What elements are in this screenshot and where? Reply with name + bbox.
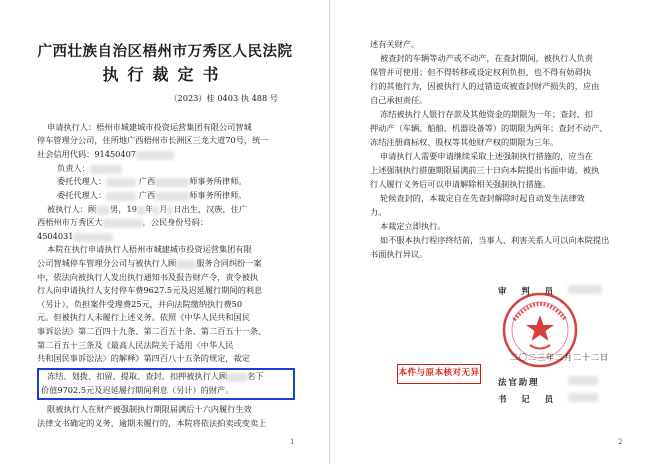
right-line-12: 轮候查封的，本裁定自在先查封解除时起自动发生法律效 <box>380 193 585 203</box>
clerk-name-redacted <box>568 393 598 402</box>
ruling-line-1: 冻结、划拨、扣留、提取、查封、扣押被执行人顾 名下 <box>47 371 264 381</box>
principal-line: 负责人： <box>57 162 122 176</box>
right-line-4: 行的其他行为，因被执行人的过错造成被查封财产损失的，应由 <box>370 81 600 91</box>
right-line-3: 保管并可使用；但不得转移或设定权利负担，也不得有妨碍执 <box>370 67 592 77</box>
agent-line-2: 委托代理人： 广西 师事务所律师。 <box>57 190 247 200</box>
body-line-4: 行人向申请执行人支付停车费9627.5元及迟延履行期间的利息 <box>37 285 263 295</box>
right-line-11: 行人履行义务后可以申请解除相关强制执行措施。 <box>370 179 551 189</box>
body-line-2: 公司智城停车管理分公司与被执行人顾 服务合同纠纷一案 <box>37 258 262 268</box>
court-name: 广西壮族自治区梧州市万秀区人民法院 <box>37 43 293 60</box>
body-line-1: 本院在执行申请执行人梧州市城建城市投资运营集团有限 <box>47 244 252 254</box>
clerk-assistant-name-redacted <box>568 376 598 385</box>
body-line-6: 元。但被执行人未履行上述义务。依照《中华人民共和国民 <box>37 312 250 322</box>
clerk-assistant-label: 法官助理 <box>498 377 540 387</box>
right-line-2: 被查封的车辆等动产或不动产，在查封期间，被执行人负责 <box>380 53 593 63</box>
right-line-9: 申请执行人需要申请继续采取上述强制执行措施的，应当在 <box>380 151 593 161</box>
body-line-8: 第二百五十三条及《最高人民法院关于适用〈中华人民 <box>37 340 234 350</box>
ruling-line-2: 价值9702.5元及迟延履行期间利息（另计）的财产。 <box>41 385 234 395</box>
body-line-5: （另计），负担案件受理费25元，并向法院缴纳执行费50 <box>37 299 243 309</box>
respondent-line-2: 西梧州市万秀区大 ，公民身份号码： <box>37 217 209 227</box>
page-number-2: 2 <box>618 438 623 446</box>
applicant-line-3: 社会信用代码：91450407 <box>37 148 174 162</box>
right-line-16: 书面执行异议。 <box>370 249 428 259</box>
body-line-3: 中，依法向被执行人发出执行通知书及报告财产令，责令被执 <box>37 272 259 282</box>
after-line-2: 法律文书确定的义务，逾期未履行的，本院将依法拍卖或变卖上 <box>37 418 267 428</box>
clerk-label: 书 记 员 <box>498 394 559 404</box>
body-line-9: 共和国民事诉讼法〉的解释》第四百八十五条的规定，裁定 <box>37 353 250 363</box>
applicant-line-1: 申请执行人：梧州市城建城市投资运营集团有限公司智城 <box>47 122 252 132</box>
respondent-line-1: 被执行人：顾 男，19 年 月 日出生，汉族，住广 <box>47 204 248 214</box>
body-line-7: 事诉讼法》第二百四十九条、第二百五十条、第二百五十一条、 <box>37 326 267 336</box>
right-line-14: 本裁定立即执行。 <box>380 221 446 231</box>
after-line-1: 限被执行人在财产被强制执行期限届满后十六内履行生效 <box>47 404 252 414</box>
document-title: 执行裁定书 <box>102 65 228 84</box>
applicant-line-2: 停车管理分公司，住所地广西梧州市长洲区三龙大道70号，统一 <box>37 135 269 145</box>
right-line-5: 自己承担责任。 <box>370 95 428 105</box>
right-line-8: 冻结注册商标权、股权等其他财产权的期限为三年。 <box>370 137 559 147</box>
respondent-line-3: 4504031 <box>37 230 113 244</box>
right-line-15: 如不服本执行程序终结前，当事人、利害关系人可以向本院提出 <box>380 235 610 245</box>
right-line-13: 力。 <box>370 207 387 217</box>
certified-copy-stamp: 本件与原本核对无异 <box>397 364 481 384</box>
right-line-7: 押动产（车辆、船舶、机器设备等）的期限为两年；查封不动产、 <box>370 123 608 133</box>
ruling-date: 二〇二三年二月二十二日 <box>510 353 609 362</box>
right-page <box>330 0 660 464</box>
agent-line-1: 委托代理人： 广西 师事务所律师。 <box>57 176 247 186</box>
judge-label: 审 判 员 <box>498 286 559 296</box>
case-number: （2023）桂 0403 执 488 号 <box>169 93 278 103</box>
right-line-6: 冻结被执行人银行存款及其他资金的期限为一年；查封、扣 <box>380 109 593 119</box>
right-line-1: 述有关财产。 <box>370 39 420 49</box>
right-line-10: 上述强制执行措施期限届满前三十日向本院提出书面申请，被执 <box>370 165 600 175</box>
page-number-1: 1 <box>290 438 295 446</box>
